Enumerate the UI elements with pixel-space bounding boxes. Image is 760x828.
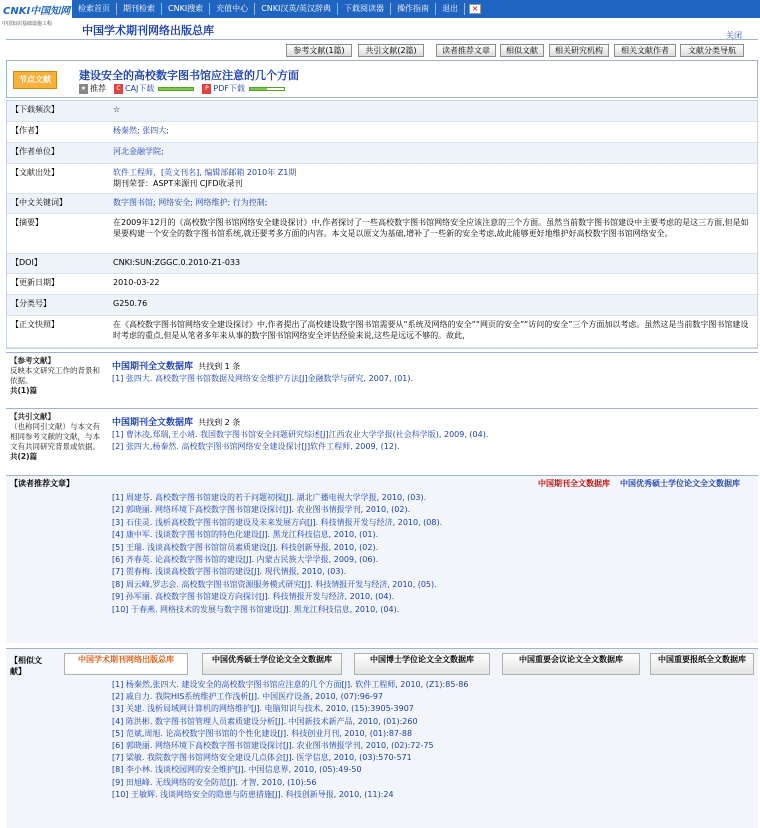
info-label: 【分类号】 bbox=[11, 299, 51, 308]
nav-logout[interactable]: 退出 bbox=[436, 3, 465, 15]
close-link[interactable]: 关闭 bbox=[726, 31, 742, 40]
tab-doctoral-thesis-db[interactable]: 中国博士学位论文全文数据库 bbox=[354, 653, 490, 675]
journal-db-link[interactable]: 中国期刊全文数据库 bbox=[538, 479, 610, 488]
info-label: 【中文关键词】 bbox=[11, 198, 67, 207]
divider bbox=[6, 39, 758, 40]
co-citing-button[interactable]: 共引文献(2篇) bbox=[358, 44, 424, 57]
authors-link[interactable]: 杨秦然; 张四大; bbox=[113, 126, 169, 135]
tab-conference-db[interactable]: 中国重要会议论文全文数据库 bbox=[502, 653, 640, 675]
references-label-block bbox=[10, 356, 106, 396]
affiliation-link[interactable]: 河北金融学院; bbox=[113, 147, 164, 156]
similar-item[interactable]: [10] 王敏辉. 浅谈网络安全的隐患与防患措施[J]. 科技创新导报, 2010, (11):24 bbox=[112, 789, 394, 799]
similar-item[interactable]: [9] 田旭峰. 无线网络的安全防范[J]. 才智, 2010, (10):56 bbox=[112, 777, 317, 787]
info-label: 【作者】 bbox=[11, 126, 43, 135]
pdf-icon: P bbox=[202, 84, 211, 94]
recommend-item[interactable]: [7] 贺春梅. 浅谈高校数字图书馆的建设[J]. 现代情报, 2010, (03). bbox=[112, 567, 347, 577]
co-citing-found: 共找到 2 条 bbox=[198, 418, 241, 427]
references-count: 共(1)篇 bbox=[10, 386, 38, 395]
page-title: 中国学术期刊网络出版总库 bbox=[82, 24, 214, 37]
nav-journal-search[interactable]: 期刊检索 bbox=[117, 3, 162, 15]
related-authors-button[interactable]: 相关文献作者 bbox=[614, 44, 676, 57]
co-citing-count: 共(2)篇 bbox=[10, 452, 38, 461]
info-row-update-date bbox=[7, 274, 757, 295]
info-row-keywords bbox=[7, 194, 757, 214]
recommend-item[interactable]: [8] 周云峰,罗志会. 高校数字图书馆资源服务模式研究[J]. 科技情报开发与经济, 2010, (05). bbox=[112, 579, 437, 589]
references-label: 【参考文献】 bbox=[10, 356, 55, 365]
caj-icon: C bbox=[114, 84, 123, 94]
recommend-item[interactable]: [4] 康中军. 浅谈数字图书馆的特色化建设[J]. 黑龙江科技信息, 2010, (01). bbox=[112, 530, 379, 540]
info-label: 【摘要】 bbox=[11, 218, 43, 227]
recommend-item[interactable]: [9] 孙军丽. 高校数字图书馆建设方向探讨[J]. 科技情报开发与经济, 2010, (04). bbox=[112, 592, 395, 602]
pdf-download-link[interactable]: PDF下载 bbox=[213, 84, 246, 93]
info-row-affiliation bbox=[7, 143, 757, 164]
nav-reader-download[interactable]: 下载阅读器 bbox=[338, 3, 391, 15]
info-label: 【正文快照】 bbox=[11, 320, 59, 329]
references-button[interactable]: 参考文献(1篇) bbox=[286, 44, 352, 57]
co-citing-section bbox=[6, 408, 758, 474]
caj-rating-bar bbox=[158, 87, 194, 91]
co-citing-item[interactable]: [2] 张四大,杨秦然. 高校数字图书馆网络安全建设探讨[J]软件工程师, 2009, (12). bbox=[112, 442, 400, 451]
co-citing-desc: （也称同引文献）与本文有相同参考文献的文献，与本文有共同研究背景或依据。 bbox=[10, 422, 100, 451]
node-document-tag: 节点文献 bbox=[13, 71, 57, 89]
recommend-item[interactable]: [3] 石佳灵. 浅析高校数字图书馆的建设及未来发展方向[J]. 科技情报开发与经济, 2010, (08). bbox=[112, 517, 443, 527]
similar-docs-list bbox=[112, 679, 468, 801]
recommend-item[interactable]: [6] 齐春英. 论高校数字图书馆的建设[J]. 内蒙古民族大学学报, 2009, (06). bbox=[112, 555, 379, 565]
info-row-abstract bbox=[7, 214, 757, 254]
co-citing-label-block bbox=[10, 412, 106, 462]
info-label: 【下载频次】 bbox=[11, 105, 59, 114]
doi-value: CNKI:SUN:ZGGC.0.2010-Z1-033 bbox=[113, 258, 241, 267]
info-label: 【作者单位】 bbox=[11, 147, 59, 156]
references-list bbox=[112, 361, 413, 385]
reader-recommend-list bbox=[112, 492, 442, 616]
reference-item[interactable]: [1] 张四大. 高校数字图书馆数据及网络安全维护方法[J]金融数学与研究, 2007, (01). bbox=[112, 374, 414, 383]
co-citing-list bbox=[112, 417, 488, 453]
recommend-item[interactable]: [5] 王瑞. 浅谈高校数字图书馆馆员素质建设[J]. 科技创新导报, 2010, (02). bbox=[112, 542, 379, 552]
references-found: 共找到 1 条 bbox=[198, 362, 241, 371]
similar-item[interactable]: [6] 郭晓丽. 网络环境下高校数字图书馆建设探讨[J]. 农业图书情报学刊, 2010, (02):72-75 bbox=[112, 741, 434, 751]
download-row bbox=[79, 83, 293, 94]
info-row-downloads bbox=[7, 101, 757, 122]
nav-cnki-search[interactable]: CNKI搜索 bbox=[162, 3, 210, 15]
recommend-item[interactable]: [2] 郭晓丽. 网络环境下高校数字图书馆建设探讨[J]. 农业图书情报学刊, 2010, (02). bbox=[112, 505, 411, 515]
reader-recommend-label: 【读者推荐文章】 bbox=[10, 479, 74, 488]
journal-honors: 期刊荣誉：ASPT来源刊 CJFD收录刊 bbox=[113, 179, 243, 188]
co-citing-item[interactable]: [1] 曹沐凌,郑瑞,王小靖. 我国数字图书馆安全问题研究综述[J]江西农业大学学报(社会科学版), 2009, (04). bbox=[112, 430, 489, 439]
similar-item[interactable]: [2] 戚自力. 我院HIS系统维护工作浅析[J]. 中国医疗设备, 2010, (07):96-97 bbox=[112, 692, 383, 702]
close-icon[interactable]: × bbox=[469, 4, 481, 14]
cnki-logo: CNKI中国知网 bbox=[0, 0, 72, 18]
similar-docs-section bbox=[6, 648, 758, 828]
pdf-rating-bar bbox=[249, 87, 285, 91]
sub-logo: 中国知识基础设施工程 bbox=[2, 21, 53, 27]
tab-newspaper-db[interactable]: 中国重要报纸全文数据库 bbox=[650, 653, 754, 675]
similar-docs-label: 【相似文献】 bbox=[10, 656, 42, 676]
recommend-link[interactable]: 推荐 bbox=[90, 84, 106, 93]
similar-item[interactable]: [3] 关建. 浅析局域网计算机的网络维护[J]. 电脑知识与技术, 2010, (15):3905-3907 bbox=[112, 704, 414, 714]
info-row-snapshot bbox=[7, 316, 757, 348]
nav-dictionary[interactable]: CNKI汉英/英汉辞典 bbox=[255, 3, 338, 15]
keywords-links[interactable]: 数字图书馆; 网络安全; 网络维护; 行为控制; bbox=[113, 198, 268, 207]
similar-item[interactable]: [5] 范斌,周旭. 论高校数字图书馆的个性化建设[J]. 科技创业月刊, 2010, (01):87-88 bbox=[112, 728, 413, 738]
recommend-item[interactable]: [10] 于春燕. 网格技术的发展与数字图书馆建设[J]. 黑龙江科技信息, 2010, (04). bbox=[112, 604, 400, 614]
references-section bbox=[6, 352, 758, 398]
classification-number: G250.76 bbox=[113, 299, 148, 308]
article-header bbox=[6, 60, 758, 98]
abstract-text: 在2009年12月的《高校数字图书馆网络安全建设探讨》中,作者探讨了一些高校数字图书馆网络安全应该注意的三个方面。虽然当前数字图书馆建设中主要考虑的是这三方面,但是如果要构建一个安全的数字图书馆系统,就还要考多方面的内容。本文是以原文为基础,增补了一些新的安全考虑,故此能够更好地维护好高校数字图书馆网络安全。 bbox=[113, 218, 749, 238]
caj-download-link[interactable]: CAJ下载 bbox=[125, 84, 155, 93]
info-row-classification bbox=[7, 295, 757, 316]
nav-home[interactable]: 检索首页 bbox=[72, 3, 117, 15]
reader-recommend-section bbox=[6, 475, 758, 643]
master-thesis-db-link[interactable]: 中国优秀硕士学位论文全文数据库 bbox=[620, 479, 740, 488]
similar-item[interactable]: [8] 李小林. 浅谈校园网的安全维护[J]. 中国信息界, 2010, (05):49-50 bbox=[112, 765, 362, 775]
classification-nav-button[interactable]: 文献分类导航 bbox=[680, 44, 744, 57]
nav-recharge[interactable]: 充值中心 bbox=[210, 3, 255, 15]
reader-recommend-button[interactable]: 读者推荐文章 bbox=[436, 44, 496, 57]
nav-guide[interactable]: 操作指南 bbox=[391, 3, 436, 15]
co-citing-label: 【共引文献】 bbox=[10, 412, 55, 421]
similar-docs-button[interactable]: 相似文献 bbox=[500, 44, 544, 57]
source-link[interactable]: 软件工程师，[英文刊名], 编辑部邮箱 2010年 Z1期 bbox=[113, 168, 297, 177]
co-citing-db-title[interactable]: 中国期刊全文数据库 bbox=[112, 418, 194, 428]
top-nav-bar bbox=[0, 0, 760, 18]
tab-journal-db[interactable]: 中国学术期刊网络出版总库 bbox=[64, 653, 188, 675]
info-row-doi bbox=[7, 254, 757, 274]
recommend-item[interactable]: [1] 周建芬. 高校数字图书馆建设的若干问题初探[J]. 湖北广播电视大学学报, 2010, (03). bbox=[112, 493, 427, 502]
update-date: 2010-03-22 bbox=[113, 278, 160, 287]
article-title: 建设安全的高校数字图书馆应注意的几个方面 bbox=[79, 69, 299, 82]
references-desc: 反映本文研究工作的背景和依据。 bbox=[10, 366, 100, 385]
info-label: 【文献出处】 bbox=[11, 168, 59, 177]
info-row-authors bbox=[7, 122, 757, 143]
related-institutions-button[interactable]: 相关研究机构 bbox=[549, 44, 609, 57]
references-db-title[interactable]: 中国期刊全文数据库 bbox=[112, 362, 194, 372]
recommend-icon: ★ bbox=[80, 84, 87, 92]
snapshot-text: 在《高校数字图书馆网络安全建设探讨》中,作者提出了高校建设数字图书馆需要从“系统及网络的安全”“网页的安全”“访问的安全”三个方面加以考虑。虽然这是当前数字图书馆建设时考虑的重点,但是从笔者多年来从事的数字图书馆网络安全评估经验来说,这些是远远不够的。故此, bbox=[113, 320, 749, 340]
similar-item[interactable]: [7] 梁敏. 我院数字图书馆网络安全建设几点体会[J]. 医学信息, 2010, (03):570-571 bbox=[112, 753, 412, 763]
star-icon: ☆ bbox=[113, 105, 121, 114]
info-label: 【更新日期】 bbox=[11, 278, 59, 287]
similar-item[interactable]: [4] 陈洪彬. 数字图书馆管理人员素质建设分析[J]. 中国新技术新产品, 2010, (01):260 bbox=[112, 716, 418, 726]
tab-master-thesis-db[interactable]: 中国优秀硕士学位论文全文数据库 bbox=[202, 653, 342, 675]
info-row-source bbox=[7, 164, 757, 194]
info-label: 【DOI】 bbox=[11, 258, 42, 267]
similar-item[interactable]: [1] 杨秦然,张四大. 建设安全的高校数字图书馆应注意的几个方面[J]. 软件工程师, 2010, (Z1):85-86 bbox=[112, 680, 469, 689]
article-info-table bbox=[6, 100, 758, 349]
